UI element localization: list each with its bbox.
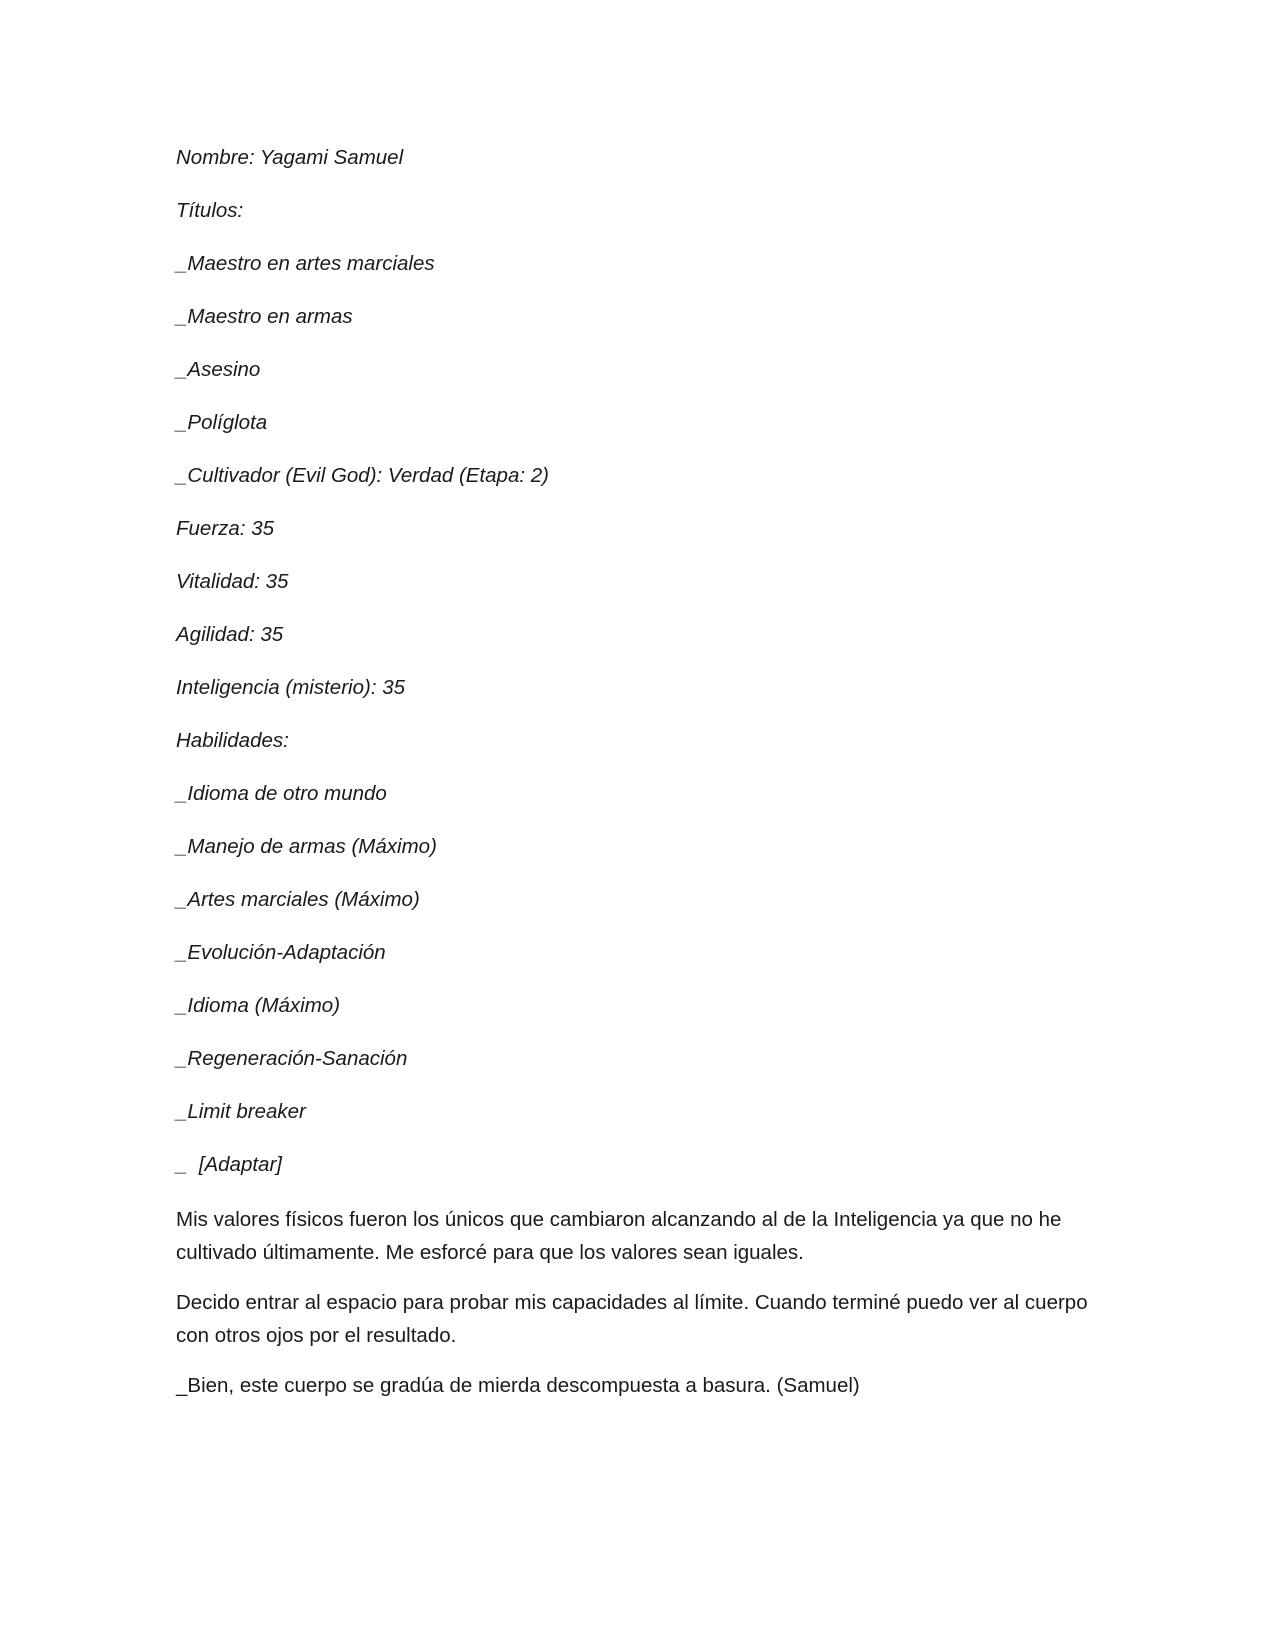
skill-item: _Idioma de otro mundo [176, 782, 387, 805]
stat-strength: Fuerza: 35 [176, 517, 274, 540]
document-body [176, 143, 1096, 1419]
dialogue-line: _Bien, este cuerpo se gradúa de mierda descompuesta a basura. (Samuel) [176, 1374, 860, 1397]
stat-agility: Agilidad: 35 [176, 623, 284, 646]
skill-item: _Idioma (Máximo) [176, 994, 341, 1017]
character-name: Nombre: Yagami Samuel [176, 146, 404, 169]
narrative-paragraph: Decido entrar al espacio para probar mis capacidades al límite. Cuando terminé puedo ver al cuerpo con otros ojos por el resultado. [176, 1291, 1088, 1347]
titles-heading: Títulos: [176, 199, 244, 222]
title-item: _Cultivador (Evil God): Verdad (Etapa: 2) [176, 464, 549, 487]
skill-item: _Limit breaker [176, 1100, 306, 1123]
skill-item: _ [Adaptar] [176, 1153, 282, 1176]
stat-vitality: Vitalidad: 35 [176, 570, 289, 593]
skill-item: _Evolución-Adaptación [176, 941, 386, 964]
title-item: _Asesino [176, 358, 261, 381]
title-item: _Maestro en artes marciales [176, 252, 435, 275]
title-item: _Políglota [176, 411, 268, 434]
stat-intelligence: Inteligencia (misterio): 35 [176, 676, 406, 699]
skill-item: _Regeneración-Sanación [176, 1047, 408, 1070]
title-item: _Maestro en armas [176, 305, 353, 328]
skill-item: _Artes marciales (Máximo) [176, 888, 420, 911]
skills-heading: Habilidades: [176, 729, 289, 752]
narrative-paragraph: Mis valores físicos fueron los únicos que cambiaron alcanzando al de la Inteligencia ya que no he cultivado últimamente. Me esforcé para que los valores sean iguales. [176, 1208, 1062, 1264]
skill-item: _Manejo de armas (Máximo) [176, 835, 437, 858]
